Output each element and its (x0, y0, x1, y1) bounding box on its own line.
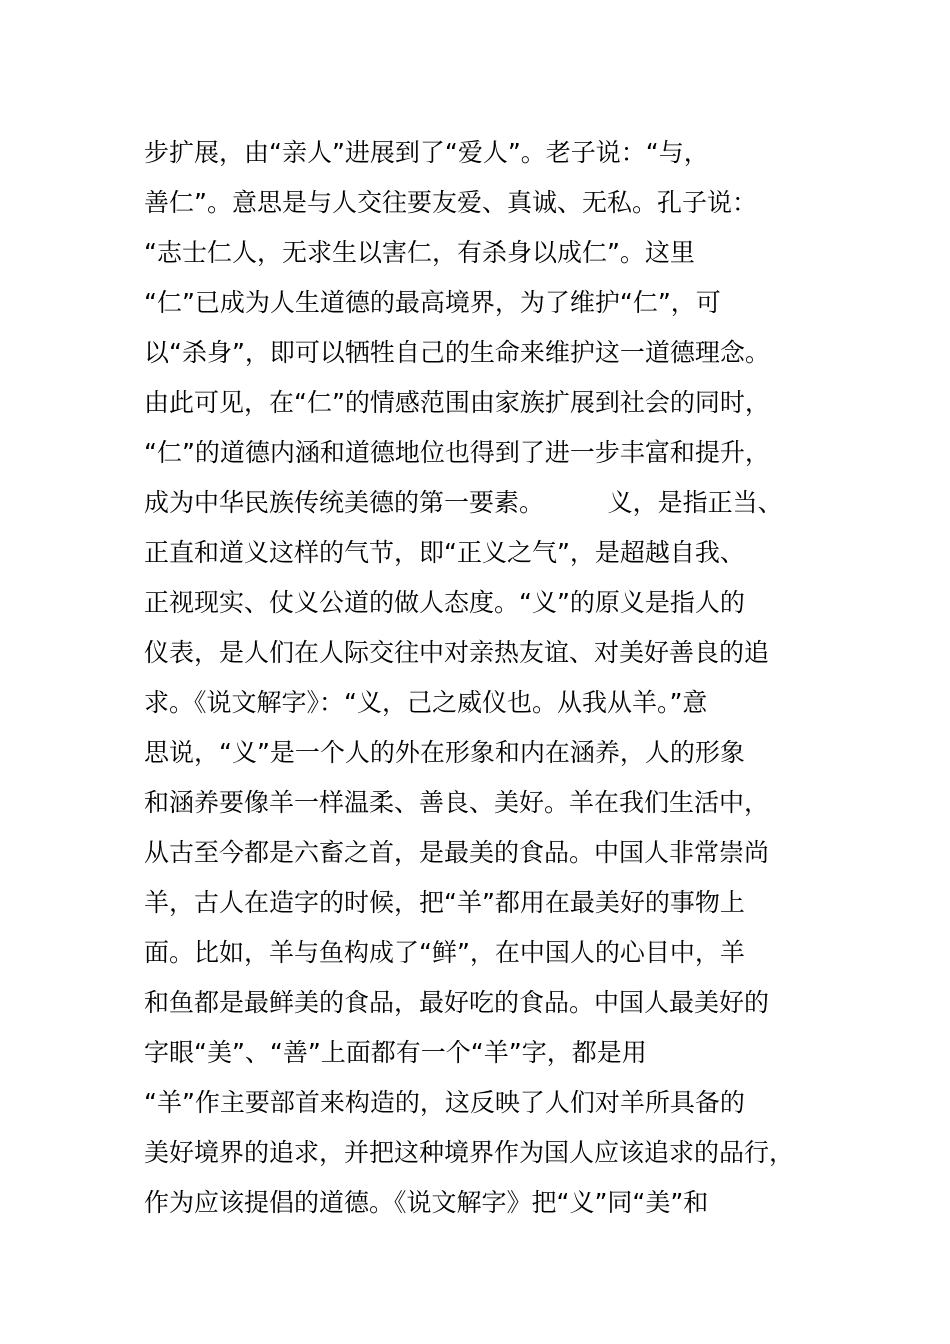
text-line-19: 字眼“美”、“善”上面都有一个“羊”字，都是用 (144, 1038, 647, 1067)
text-line-12: 求。《说文解字》：“义，己之威仪也。从我从羊。”意 (144, 688, 708, 717)
text-line-16: 羊，古人在造字的时候，把“羊”都用在最美好的事物上 (144, 888, 745, 917)
text-line-5: 以“杀身”，即可以牺牲自己的生命来维护这一道德理念。 (144, 338, 770, 367)
text-line-10: 正视现实、仗义公道的做人态度。“义”的原义是指人的 (144, 588, 745, 617)
text-line-2: 善仁”。意思是与人交往要友爱、真诚、无私。孔子说： (144, 188, 757, 217)
text-line-13: 思说，“义”是一个人的外在形象和内在涵养，人的形象 (144, 738, 745, 767)
text-line-18: 和鱼都是最鲜美的食品，最好吃的食品。中国人最美好的 (144, 988, 770, 1017)
text-line-9: 正直和道义这样的气节，即“正义之气”，是超越自我、 (144, 538, 745, 567)
text-line-1: 步扩展，由“亲人”进展到了“爱人”。老子说：“与， (144, 138, 709, 167)
text-line-20: “羊”作主要部首来构造的，这反映了人们对羊所具备的 (144, 1088, 745, 1117)
text-line-3: “志士仁人，无求生以害仁，有杀身以成仁”。这里 (144, 238, 695, 267)
text-line-11: 仪表，是人们在人际交往中对亲热友谊、对美好善良的追 (144, 638, 770, 667)
body-text (144, 128, 824, 1228)
text-line-4: “仁”已成为人生道德的最高境界，为了维护“仁”，可 (144, 288, 721, 317)
text-line-21: 美好境界的追求，并把这种境界作为国人应该追求的品行， (144, 1138, 795, 1167)
text-line-22: 作为应该提倡的道德。《说文解字》把“义”同“美”和 (144, 1188, 709, 1217)
text-line-17: 面。比如，羊与鱼构成了“鲜”，在中国人的心目中，羊 (144, 938, 745, 967)
text-line-6: 由此可见，在“仁”的情感范围由家族扩展到社会的同时， (144, 388, 770, 417)
text-line-14: 和涵养要像羊一样温柔、善良、美好。羊在我们生活中， (144, 788, 770, 817)
text-line-8: 成为中华民族传统美德的第一要素。 义，是指正当、 (144, 488, 783, 517)
text-line-7: “仁”的道德内涵和道德地位也得到了进一步丰富和提升， (144, 438, 770, 467)
text-line-15: 从古至今都是六畜之首，是最美的食品。中国人非常崇尚 (144, 838, 770, 867)
